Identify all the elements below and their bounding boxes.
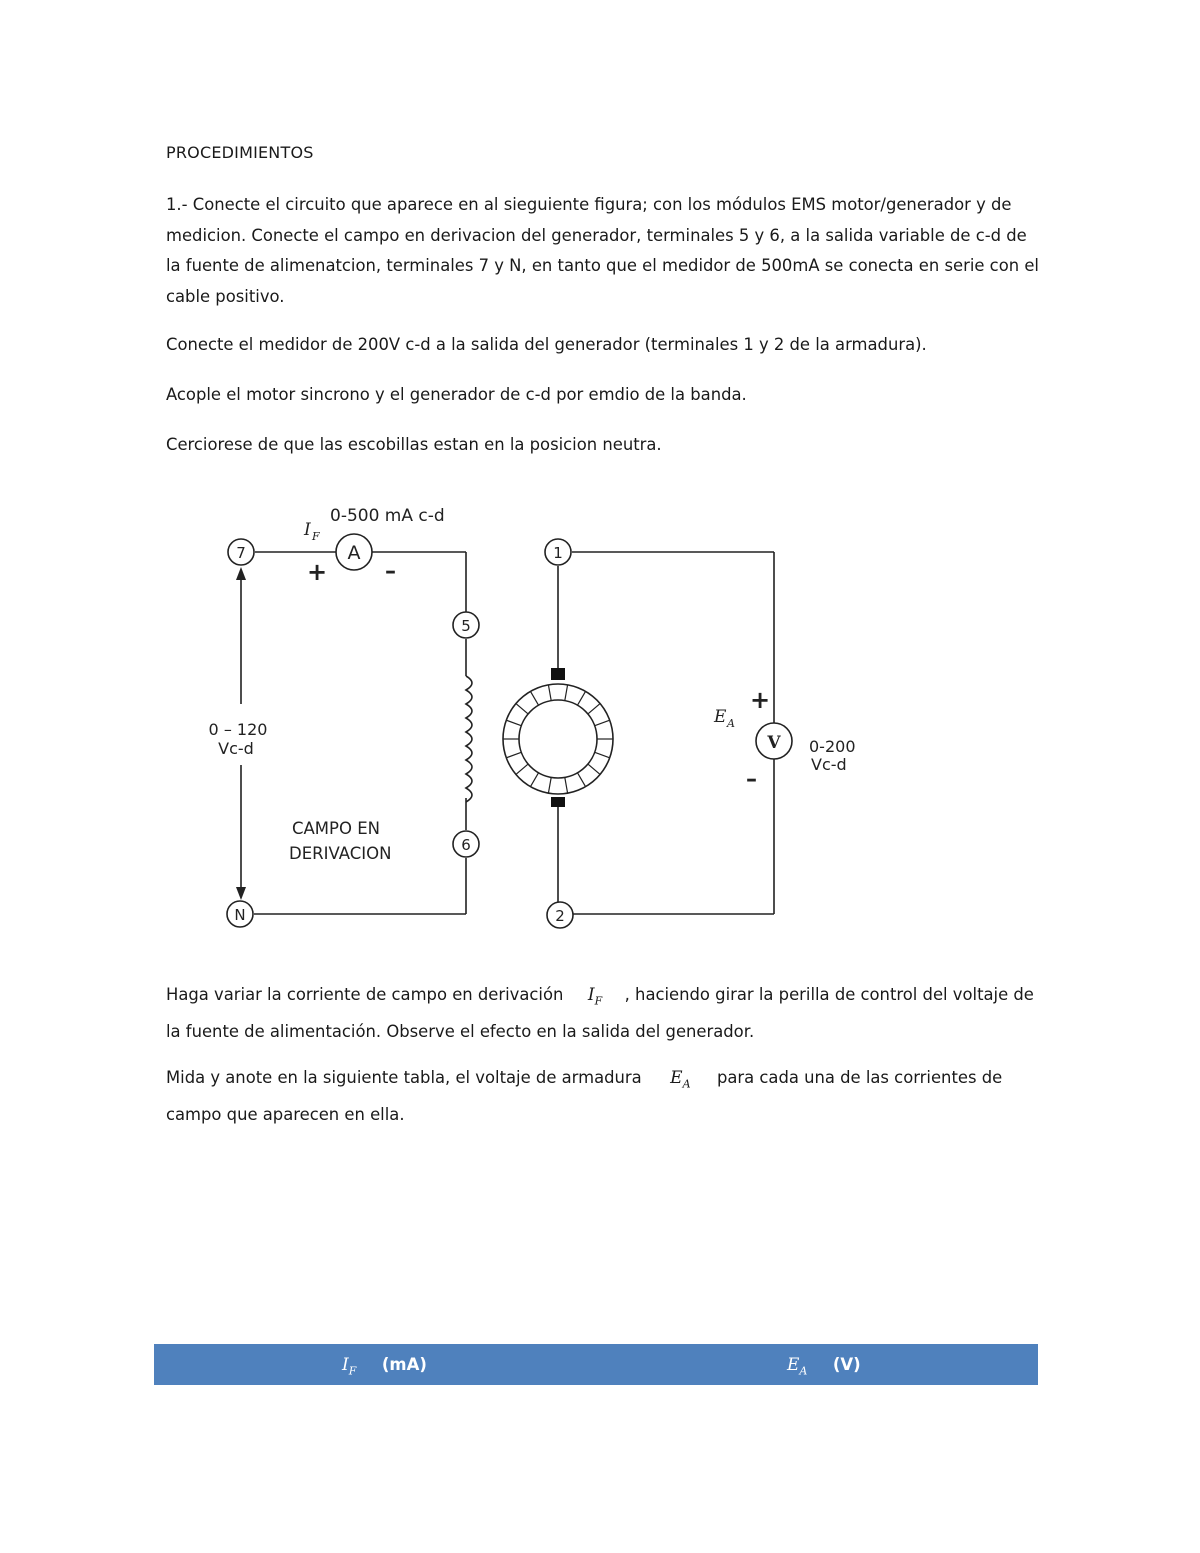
ammeter-minus: – xyxy=(385,559,396,584)
ammeter-symbol: A xyxy=(347,542,361,564)
voltage-symbol: E xyxy=(714,707,727,727)
source-range-line1: 0 – 120 xyxy=(208,720,268,739)
voltmeter-plus: + xyxy=(750,686,771,714)
if-symbol: $I_F$ xyxy=(587,985,603,1008)
shunt-field-coil xyxy=(466,676,472,802)
terminal-6-label: 6 xyxy=(461,836,471,854)
step-text-after: para cada una de las corrientes de campo que aparecen en ella. xyxy=(166,1068,1003,1124)
ammeter-range-label: 0-500 mA c-d xyxy=(330,506,445,526)
procedure-step-coupling: Acople el motor sincrono y el generador de c-d por emdio de la banda. xyxy=(166,385,747,404)
armature-inner xyxy=(519,700,597,778)
bottom-brush xyxy=(551,797,565,807)
ammeter-plus: + xyxy=(307,558,328,586)
terminal-n-label: N xyxy=(234,906,246,924)
arrowhead-down xyxy=(236,887,246,900)
voltmeter-symbol: V xyxy=(767,733,781,753)
ea-symbol: $E_A$ xyxy=(670,1068,691,1091)
procedure-step-vary-current xyxy=(166,980,1046,1047)
step-text-before: Haga variar la corriente de campo en derivación xyxy=(166,985,564,1004)
voltmeter-range-line1: 0-200 xyxy=(809,737,856,756)
procedure-step-measure xyxy=(166,1063,1046,1130)
section-heading: PROCEDIMIENTOS xyxy=(166,143,314,162)
current-subscript: F xyxy=(312,530,320,543)
column-header-ea: $E_A$ (V) xyxy=(787,1355,861,1378)
terminal-1-label: 1 xyxy=(553,544,563,562)
procedure-step-voltmeter: Conecte el medidor de 200V c-d a la salida del generador (terminales 1 y 2 de la armadura). xyxy=(166,335,927,354)
arrowhead-up xyxy=(236,567,246,580)
procedure-step-brushes: Cerciorese de que las escobillas estan en la posicion neutra. xyxy=(166,435,662,454)
step-text-after: , haciendo girar la perilla de control del voltaje de la fuente de alimentación. Observe el efecto en la salida del generador. xyxy=(166,985,1034,1041)
terminal-5-label: 5 xyxy=(461,617,471,635)
circuit-diagram xyxy=(180,495,856,940)
terminal-2-label: 2 xyxy=(555,907,565,925)
voltage-subscript: A xyxy=(727,717,735,730)
current-symbol: I xyxy=(304,520,311,540)
voltmeter-minus: – xyxy=(746,767,757,792)
terminal-7-label: 7 xyxy=(236,544,246,562)
procedure-step-1: 1.- Conecte el circuito que aparece en al sieguiente figura; con los módulos EMS motor/generador y de medicion. Conecte el campo en derivacion del generador, terminales 5 y 6, a la salida variable de c-d de la fuente de alimenatcion, terminales 7 y N, en tanto que el medidor de 500mA se conecta en serie con el cable positivo. xyxy=(166,195,1039,306)
voltmeter-range-line2: Vc-d xyxy=(811,755,847,774)
field-label-line1: CAMPO EN xyxy=(292,819,380,838)
field-label-line2: DERIVACION xyxy=(289,844,392,863)
step-text-before: Mida y anote en la siguiente tabla, el voltaje de armadura xyxy=(166,1068,642,1087)
column-header-if: $I_F$ (mA) xyxy=(342,1355,427,1378)
source-range-line2: Vc-d xyxy=(218,739,254,758)
results-table-header xyxy=(154,1344,1038,1385)
top-brush xyxy=(551,668,565,680)
